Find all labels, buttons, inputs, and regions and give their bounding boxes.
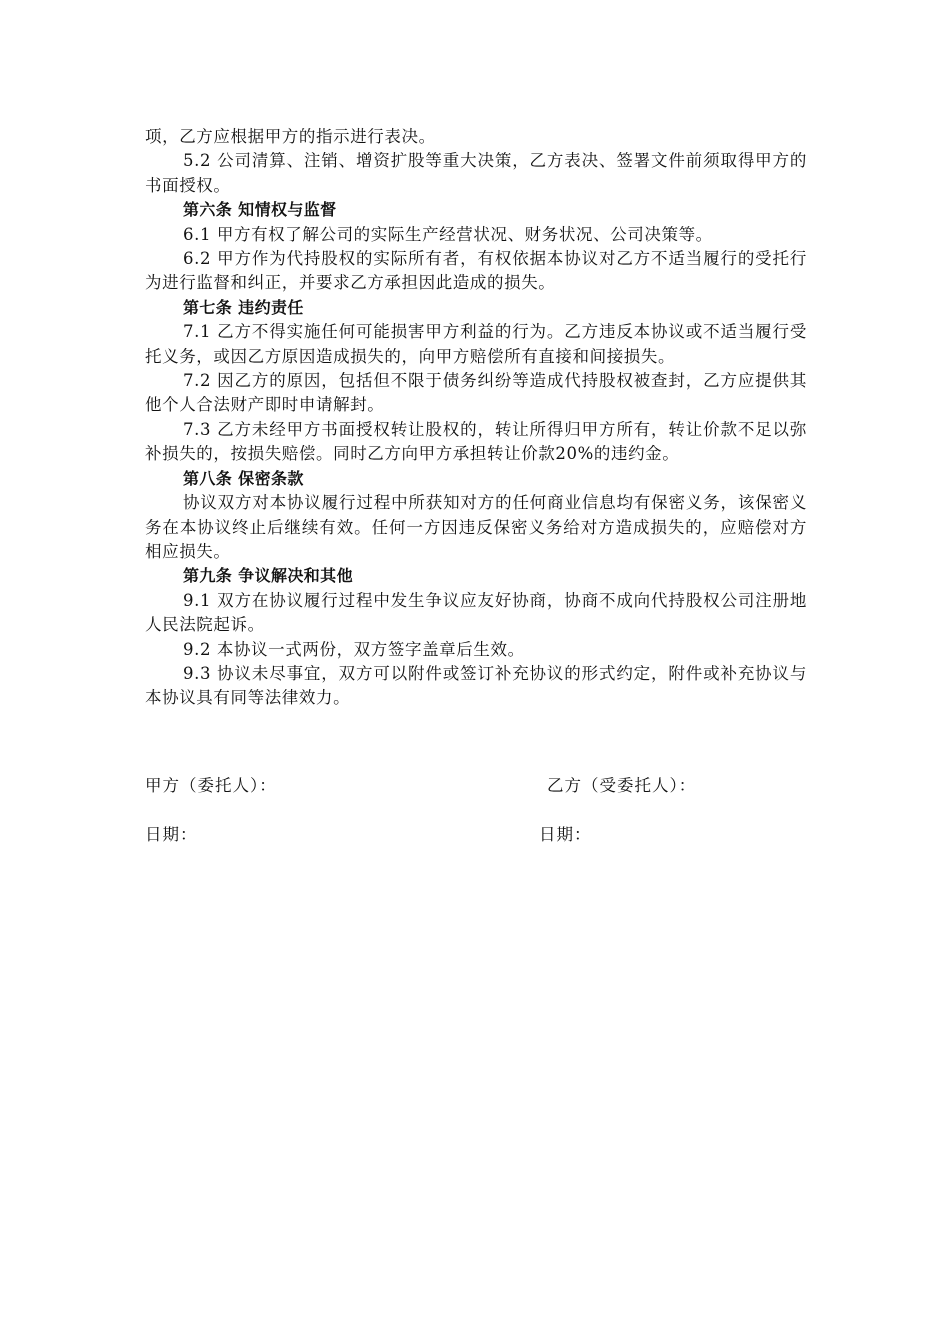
party-a-label: 甲方（委托人）： xyxy=(145,776,277,795)
clause-7-1: 7.1 乙方不得实施任何可能损害甲方利益的行为。乙方违反本协议或不适当履行受托义务，或因乙方原因造成损失的，向甲方赔偿所有直接和间接损失。 xyxy=(145,322,807,366)
clause-9-1: 9.1 双方在协议履行过程中发生争议应友好协商，协商不成向代持股权公司注册地人民法院起诉。 xyxy=(145,590,807,635)
clause-9-3: 9.3 协议未尽事宜，双方可以附件或签订补充协议的形式约定，附件或补充协议与本协议具有同等法律效力。 xyxy=(145,663,807,708)
article7-heading: 第七条 违约责任 xyxy=(183,297,304,317)
agreement-body xyxy=(145,125,807,711)
article5-continuation: 项，乙方应根据甲方的指示进行表决。 xyxy=(145,127,436,146)
clause-6-1: 6.1 甲方有权了解公司的实际生产经营状况、财务状况、公司决策等。 xyxy=(183,224,713,244)
clause-7-2: 7.2 因乙方的原因，包括但不限于债务纠纷等造成代持股权被查封，乙方应提供其他个人合法财产即时申请解封。 xyxy=(145,371,807,415)
date-row xyxy=(145,821,807,847)
party-row xyxy=(145,772,807,798)
clause-5-2: 5.2 公司清算、注销、增资扩股等重大决策，乙方表决、签署文件前须取得甲方的书面授权。 xyxy=(145,151,807,195)
article9-heading: 第九条 争议解决和其他 xyxy=(183,566,353,586)
clause-9-2: 9.2 本协议一式两份，双方签字盖章后生效。 xyxy=(183,639,525,659)
article6-heading: 第六条 知情权与监督 xyxy=(183,200,337,220)
party-b-label: 乙方（受委托人）： xyxy=(547,776,697,795)
signature-block xyxy=(145,772,807,847)
clause-8: 协议双方对本协议履行过程中所获知对方的任何商业信息均有保密义务，该保密义务在本协议终止后继续有效。任何一方因违反保密义务给对方造成损失的，应赔偿对方相应损失。 xyxy=(145,493,807,561)
clause-6-2: 6.2 甲方作为代持股权的实际所有者，有权依据本协议对乙方不适当履行的受托行为进行监督和纠正，并要求乙方承担因此造成的损失。 xyxy=(145,249,807,293)
article8-heading: 第八条 保密条款 xyxy=(183,468,304,488)
date-b-label: 日期： xyxy=(539,825,592,844)
clause-7-3: 7.3 乙方未经甲方书面授权转让股权的，转让所得归甲方所有，转让价款不足以弥补损失的，按损失赔偿。同时乙方向甲方承担转让价款20%的违约金。 xyxy=(145,419,807,464)
date-a-label: 日期： xyxy=(145,825,198,844)
